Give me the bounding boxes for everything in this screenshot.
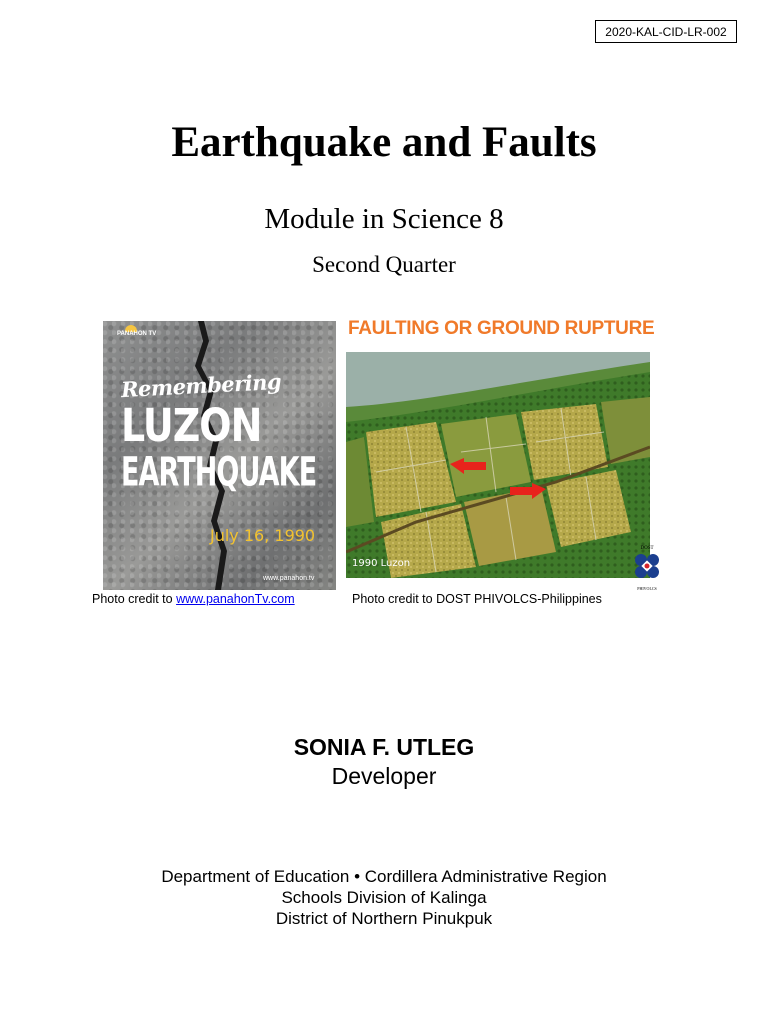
org-line-district: District of Northern Pinukpuk [275, 909, 493, 928]
poster-luzon: LUZON [121, 399, 262, 452]
organization-block [0, 866, 768, 929]
ground-rupture-photo [346, 352, 650, 578]
org-line-division: Schools Division of Kalinga [281, 888, 487, 907]
right-photo-credit: Photo credit to DOST PHIVOLCS-Philippines [352, 592, 602, 606]
aerial-field-graphic [346, 352, 650, 578]
dost-logo-top-text: DOST [640, 546, 654, 551]
dost-phivolcs-logo [632, 546, 662, 590]
document-title: Earthquake and Faults [171, 119, 597, 166]
developer-role: Developer [331, 763, 437, 789]
poster-earthquake: EARTHQUAKE [121, 449, 317, 497]
poster-remembering: Remembering [120, 368, 282, 403]
panahon-link[interactable]: www.panahonTv.com [176, 592, 295, 606]
luzon-earthquake-poster [103, 321, 336, 590]
left-credit-prefix: Photo credit to [92, 592, 177, 606]
dost-emblem-icon [632, 551, 662, 581]
document-code: 2020-KAL-CID-LR-002 [595, 20, 737, 43]
developer-name: SONIA F. UTLEG [293, 734, 475, 760]
document-subtitle: Module in Science 8 [264, 203, 504, 235]
left-photo-credit [92, 592, 295, 606]
org-line-department: Department of Education • Cordillera Administrative Region [161, 867, 607, 886]
poster-website: www.panahon.tv [263, 575, 315, 582]
photo-caption: 1990 Luzon [352, 558, 411, 569]
document-quarter: Second Quarter [312, 252, 456, 277]
faulting-heading: FAULTING OR GROUND RUPTURE [348, 318, 655, 339]
dost-logo-bottom-text: PHIVOLCS [637, 586, 657, 591]
poster-date: July 16, 1990 [210, 526, 316, 545]
panahon-logo: PANAHON TV [117, 331, 157, 337]
